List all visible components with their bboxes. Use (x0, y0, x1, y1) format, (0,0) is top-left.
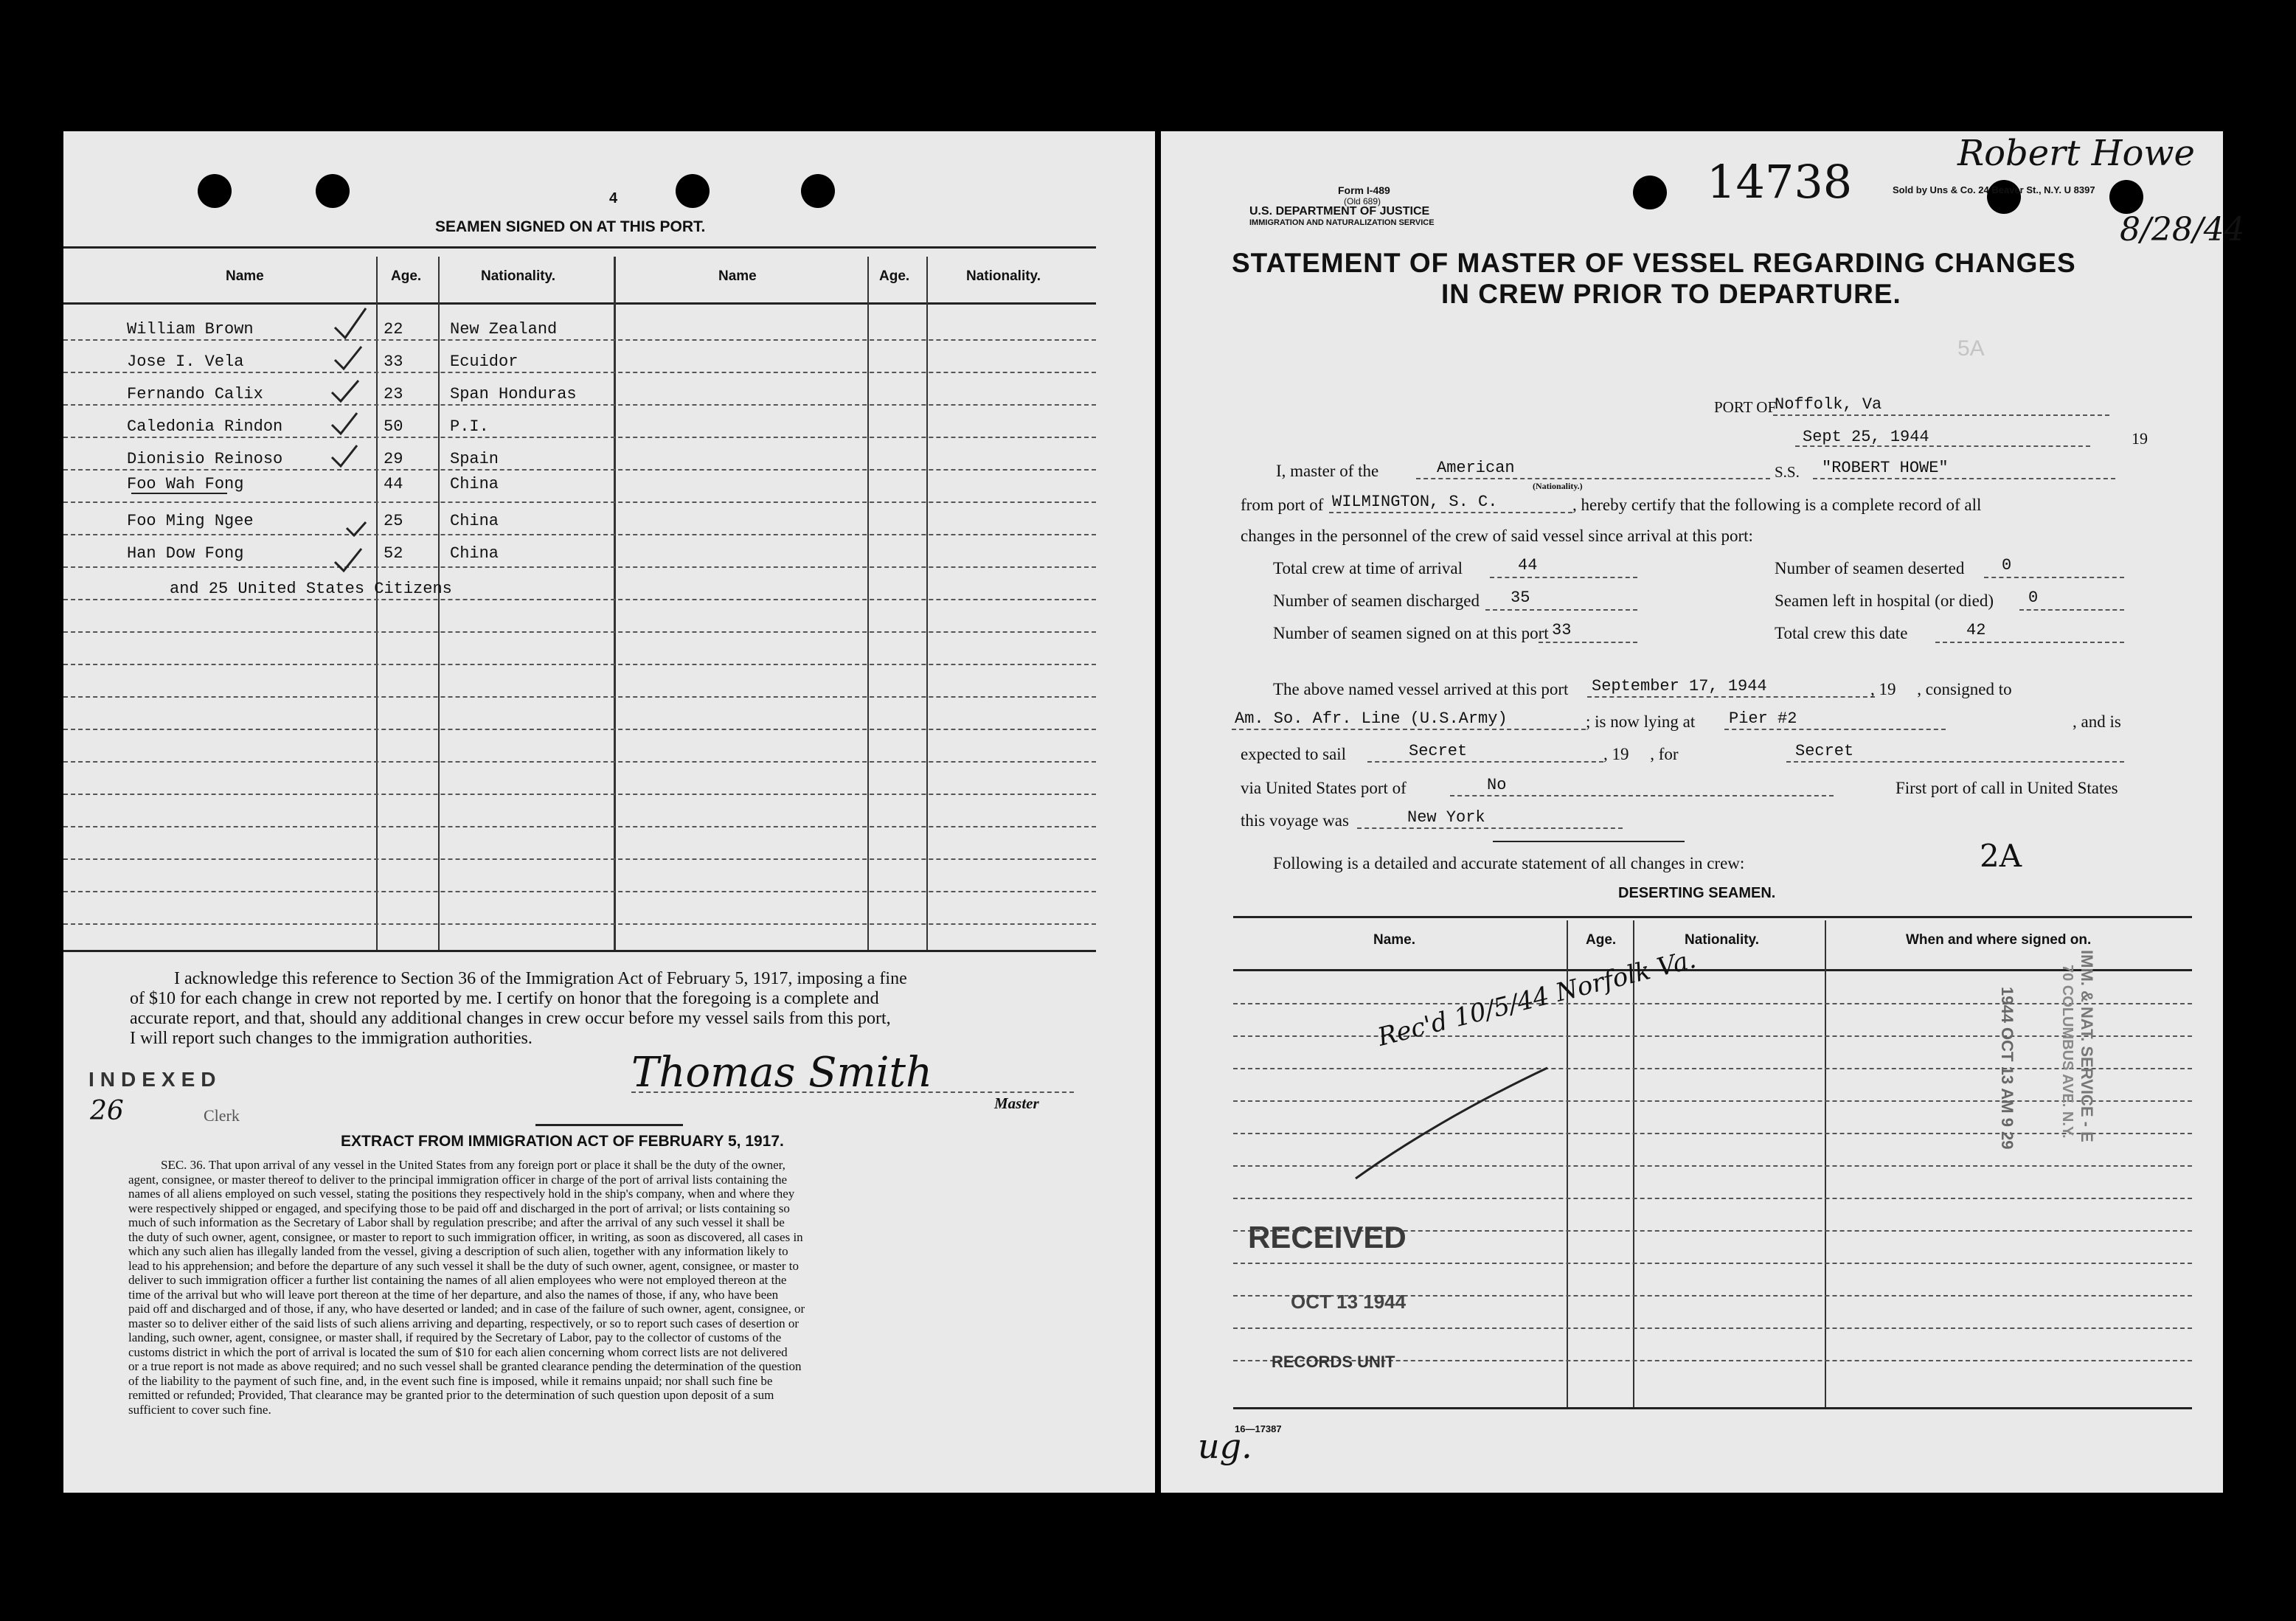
row-nationality: New Zealand (450, 320, 558, 339)
column-divider (926, 257, 928, 950)
row-rule (63, 761, 1096, 763)
clerk-label: Clerk (204, 1106, 240, 1125)
column-header-name: Name (226, 268, 264, 284)
row-name: Foo Ming Ngee (127, 512, 254, 530)
row-rule (63, 858, 1096, 860)
extract-line: agent, consignee, or master thereof to deliver to the principal immigration officer in charge of the port of arrival lists containing the (128, 1172, 787, 1187)
port-rule (1773, 414, 2109, 416)
stat-value: 42 (1966, 621, 1986, 639)
row-name: Caledonia Rindon (127, 417, 283, 436)
acknowledgement-line: of $10 for each change in crew not reported by me. I certify on honor that the foregoing is a complete and (130, 989, 879, 1008)
row-rule (63, 501, 1096, 503)
row-rule (1233, 1035, 2192, 1037)
extract-line: names of all aliens employed on such vessel, stating the positions they respectively hold in the ship's company, when and where they (128, 1187, 795, 1201)
stat-rule (1490, 577, 1637, 578)
department: U.S. DEPARTMENT OF JUSTICE (1249, 205, 1430, 218)
form-title: STATEMENT OF MASTER OF VESSEL REGARDING CHANGES (1232, 248, 2076, 278)
vessel-name: "ROBERT HOWE" (1822, 459, 1949, 477)
column-header-name: Name (718, 268, 757, 284)
deserting-title: DESERTING SEAMEN. (1618, 885, 1776, 901)
column-divider (614, 257, 616, 950)
row-name: Han Dow Fong (127, 544, 244, 563)
from-port-value: WILMINGTON, S. C. (1332, 493, 1498, 511)
extract-line: customs district in which the port of arrival is located the sum of $10 for each alien concerning whom correct lists are not delivered (128, 1344, 788, 1359)
left-page (63, 131, 1155, 1493)
handwritten-date: 8/28/44 (2120, 211, 2245, 249)
row-rule (1233, 1327, 2192, 1329)
extract-line: time of the arrival but who will leave port thereon at the time of her departure, and also the names of those, if any, who have been (128, 1287, 779, 1302)
row-rule (63, 794, 1096, 795)
stat-rule (1984, 577, 2124, 578)
stat-label: Number of seamen deserted (1775, 559, 1965, 577)
row-name: Fernando Calix (127, 385, 263, 403)
row-age: 44 (384, 475, 403, 493)
for-value: Secret (1795, 742, 1854, 760)
stat-value: 35 (1511, 589, 1530, 607)
form-title-line2: IN CREW PRIOR TO DEPARTURE. (1441, 279, 1901, 309)
port-value: Noffolk, Va (1775, 395, 1882, 414)
row-rule (1233, 1003, 2192, 1004)
extract-line: the duty of such owner, agent, consignee, or master to report to such immigration officer, in writing, as soon as discovered, all cases in (128, 1229, 803, 1244)
master-signature: Thomas Smith (631, 1049, 933, 1097)
for-label: , 19 , for (1603, 745, 1679, 763)
table-top-rule (1233, 916, 2192, 918)
vertical-stamp: IMM. & NAT. SERVICE - E (2078, 950, 2096, 1142)
extract-line: or a true report is not made as above required; and no such vessel shall be granted clearance pending the determination of the question (128, 1359, 802, 1373)
row-rule (1233, 1263, 2192, 1264)
row-age: 25 (384, 512, 403, 530)
stat-value: 0 (2002, 556, 2012, 575)
clerk-mark: 26 (90, 1096, 124, 1126)
row-rule (63, 339, 1096, 341)
faint-mark: 5A (1957, 336, 1985, 361)
service: IMMIGRATION AND NATURALIZATION SERVICE (1249, 218, 1435, 227)
table-bottom-rule (1233, 1407, 2192, 1409)
row-rule (63, 437, 1096, 438)
row-rule (63, 599, 1096, 600)
year-suffix: 19 (2132, 429, 2148, 448)
certify-text: , hereby certify that the following is a complete record of all (1572, 496, 1982, 514)
date-rule (1795, 445, 2090, 447)
consignee-value: Am. So. Afr. Line (U.S.Army) (1235, 709, 1508, 728)
row-nationality: Span Honduras (450, 385, 577, 403)
ss-label: S.S. (1775, 463, 1800, 481)
divider (1493, 841, 1685, 842)
punch-hole (801, 174, 835, 208)
extract-line: landing, such owner, agent, consignee, or master shall, if required by the Secretary of Labor, pay to the collector of customs of the (128, 1330, 782, 1344)
via-value: No (1487, 776, 1507, 794)
handwritten-name: Robert Howe (1957, 133, 2195, 174)
acknowledgement-text (130, 969, 907, 1049)
column-header-nationality: Nationality. (1685, 932, 1759, 948)
voyage-rule (1357, 827, 1623, 829)
expected-label: expected to sail (1241, 745, 1347, 763)
from-port-label: from port of (1241, 496, 1324, 514)
extract-text (128, 1158, 805, 1417)
printer-note: Sold by Uns & Co. 24 Beaver St., N.Y. U 8397 (1893, 184, 2095, 195)
column-divider (1633, 920, 1634, 1407)
column-header-age: Age. (879, 268, 910, 284)
master-of-label: I, master of the (1276, 462, 1379, 480)
acknowledgement-line: accurate report, and that, should any additional changes in crew occur before my vessel sails from this port, (130, 1009, 891, 1028)
row-rule (1233, 1198, 2192, 1199)
row-name: Foo Wah Fong (127, 475, 244, 493)
row-rule (63, 891, 1096, 892)
form-number: Form I-489 (1338, 184, 1390, 196)
divider (535, 1124, 683, 1126)
column-header-name: Name. (1373, 932, 1416, 948)
row-rule (63, 372, 1096, 373)
column-header-age: Age. (391, 268, 422, 284)
punch-hole (316, 174, 350, 208)
expected-value: Secret (1409, 742, 1468, 760)
nationality-rule (1416, 478, 1770, 479)
punch-hole (2109, 180, 2143, 214)
table-header-rule (63, 302, 1096, 305)
row-nationality: P.I. (450, 417, 489, 436)
extract-line: sufficient to cover such fine. (128, 1402, 271, 1417)
acknowledgement-line: I will report such changes to the immigration authorities. (130, 1029, 533, 1048)
stat-value: 0 (2028, 589, 2039, 607)
extract-line: lead to his apprehension; and before the departure of any such vessel it shall be the duty of such owner, agent, consignee, or master to (128, 1258, 800, 1273)
stat-label: Number of seamen signed on at this port (1273, 624, 1549, 642)
table-header-rule (1233, 969, 2192, 971)
voyage-value: New York (1407, 808, 1485, 827)
first-port-label: First port of call in United States (1896, 779, 2118, 797)
punch-hole (676, 174, 710, 208)
voyage-label: this voyage was (1241, 811, 1349, 830)
row-rule (63, 923, 1096, 925)
row-nationality: Spain (450, 450, 499, 468)
row-rule (63, 729, 1096, 730)
nationality-value: American (1437, 459, 1515, 477)
stat-value: 33 (1552, 621, 1572, 639)
right-page (1161, 131, 2245, 1493)
expected-rule (1367, 761, 1603, 763)
acknowledgement-line: I acknowledge this reference to Section 36 of the Immigration Act of February 5, 1917, imposing a fine (174, 969, 907, 988)
column-header-nationality: Nationality. (966, 268, 1041, 284)
stat-rule (1935, 642, 2124, 643)
stat-rule (2019, 609, 2124, 611)
stat-rule (1485, 609, 1637, 611)
punch-hole (1633, 176, 1667, 209)
received-date: OCT 13 1944 (1291, 1291, 1407, 1313)
row-rule (63, 404, 1096, 406)
for-rule (1786, 761, 2124, 763)
row-age: 33 (384, 353, 403, 371)
row-age: 52 (384, 544, 403, 563)
row-rule (63, 469, 1096, 471)
row-rule (63, 631, 1096, 633)
check-marks (329, 301, 447, 596)
extract-line: of the liability to the payment of such fine, and, in the event such fine is imposed, while it remains unpaid; nor shall such fine be (128, 1373, 773, 1388)
punch-hole (198, 174, 232, 208)
signature-rule (631, 1091, 1074, 1093)
consignee-rule (1232, 729, 1586, 730)
date-value: Sept 25, 1944 (1803, 428, 1929, 446)
vertical-stamp: 1944 OCT 13 AM 9 29 (1998, 987, 2016, 1150)
arrived-label: The above named vessel arrived at this port (1273, 680, 1569, 698)
row-nationality: China (450, 512, 499, 530)
lying-label: ; is now lying at (1586, 712, 1696, 731)
column-divider (1825, 920, 1826, 1407)
initials: ug. (1198, 1426, 1252, 1466)
row-nationality: Ecuidor (450, 353, 518, 371)
extract-title: EXTRACT FROM IMMIGRATION ACT OF FEBRUARY 5, 1917. (341, 1133, 784, 1150)
extract-line: which any such alien has illegally landed from the vessel, giving a description of such alien, together with any information likely to (128, 1244, 788, 1258)
row-rule (63, 664, 1096, 665)
from-port-rule (1329, 512, 1572, 513)
arrived-rule (1587, 696, 1875, 698)
records-unit: RECORDS UNIT (1272, 1353, 1395, 1371)
and-is-label: , and is (2073, 712, 2121, 731)
stat-rule (1539, 642, 1637, 643)
column-header-age: Age. (1586, 932, 1617, 948)
indexed-stamp: INDEXED (89, 1068, 222, 1091)
following-text: Following is a detailed and accurate statement of all changes in crew: (1273, 854, 1745, 872)
arrived-value: September 17, 1944 (1592, 677, 1767, 695)
extract-line: were respectively shipped or engaged, and specifying those to be paid off and discharged in the port of arrival; or lists containing so (128, 1201, 790, 1215)
handwritten-number: 14738 (1707, 155, 1853, 209)
row-age: 23 (384, 385, 403, 403)
row-name: William Brown (127, 320, 254, 339)
port-label: PORT OF (1714, 398, 1777, 416)
row-rule (63, 566, 1096, 568)
citizens-note: and 25 United States Citizens (170, 580, 452, 598)
extract-line: SEC. 36. That upon arrival of any vessel in the United States from any foreign port or place it shall be the duty of the owner, (161, 1158, 785, 1172)
handwritten-2a: 2A (1980, 838, 2022, 874)
pen-stroke (1350, 1061, 1556, 1186)
stat-label: Number of seamen discharged (1273, 591, 1480, 610)
table-top-rule (63, 246, 1096, 249)
via-rule (1450, 795, 1834, 796)
via-label: via United States port of (1241, 779, 1407, 797)
row-rule (63, 696, 1096, 698)
pier-value: Pier #2 (1729, 709, 1797, 728)
row-nationality: China (450, 544, 499, 563)
section-title: SEAMEN SIGNED ON AT THIS PORT. (435, 218, 706, 235)
stat-label: Seamen left in hospital (or died) (1775, 591, 1994, 610)
row-age: 29 (384, 450, 403, 468)
column-header-signed-on: When and where signed on. (1906, 932, 2092, 948)
received-stamp: RECEIVED (1248, 1220, 1407, 1254)
column-divider (867, 257, 869, 950)
row-age: 50 (384, 417, 403, 436)
row-rule (63, 826, 1096, 827)
extract-line: deliver to such immigration officer a further list containing the names of all alien employees who were not employed thereon at the (128, 1273, 787, 1287)
underline-mark (131, 493, 227, 494)
extract-line: remitted or refunded; Provided, That clearance may be granted prior to the determination of such question upon deposit of a sum (128, 1388, 774, 1402)
row-name: Jose I. Vela (127, 353, 244, 371)
master-label: Master (994, 1094, 1039, 1112)
table-bottom-rule (63, 950, 1096, 952)
extract-line: much of such information as the Secretary of Labor shall by regulation prescribe; and after the arrival of any such vessel it shall be (128, 1215, 785, 1229)
row-age: 22 (384, 320, 403, 339)
extract-line: master so to deliver either of the said lists of such aliens arriving and departing, respectively, or so to report such cases of desertion or (128, 1316, 800, 1330)
consigned-label: , 19 , consigned to (1870, 680, 2012, 698)
nationality-caption: (Nationality.) (1533, 481, 1583, 491)
extract-line: paid off and discharged and of those, if any, who have deserted or landed; and in case of the failure of such owner, agent, consignee, or (128, 1302, 805, 1316)
vertical-stamp: 70 COLUMBUS AVE. N.Y. (2059, 965, 2075, 1139)
form-code: 16—17387 (1235, 1423, 1282, 1434)
stat-value: 44 (1518, 556, 1538, 575)
changes-text: changes in the personnel of the crew of said vessel since arrival at this port: (1241, 527, 1753, 545)
vessel-rule (1813, 478, 2115, 479)
row-name: Dionisio Reinoso (127, 450, 283, 468)
form-old: (Old 689) (1344, 196, 1381, 206)
stat-label: Total crew at time of arrival (1273, 559, 1463, 577)
column-header-nationality: Nationality. (481, 268, 555, 284)
received-note: Rec'd 10/5/44 Norfolk Va. (1375, 944, 1699, 1052)
pier-rule (1724, 729, 1946, 730)
page-number: 4 (609, 190, 618, 206)
row-nationality: China (450, 475, 499, 493)
row-rule (63, 534, 1096, 535)
stat-label: Total crew this date (1775, 624, 1908, 642)
